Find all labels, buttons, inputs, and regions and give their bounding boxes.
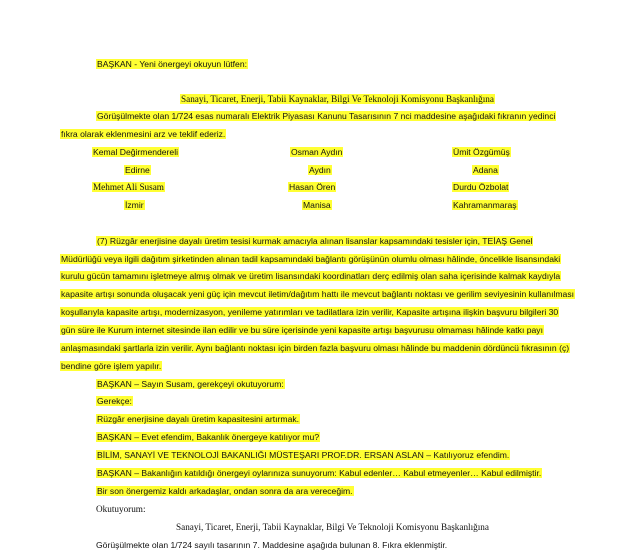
signatory-city-6-text: Kahramanmaraş bbox=[453, 200, 517, 210]
dialogue-line-4-text: BAŞKAN – Evet efendim, Bakanlık önergeye katılıyor mu? bbox=[97, 432, 320, 442]
signatory-city-5 bbox=[302, 200, 332, 211]
dialogue-line-7-text: Bir son önergemiz kaldı arkadaşlar, ondan sonra da ara vereceğim. bbox=[97, 486, 353, 496]
paragraph-line-1 bbox=[96, 236, 533, 247]
commission-title-text: Sanayi, Ticaret, Enerji, Tabii Kaynaklar, Bilgi Ve Teknoloji Komisyonu Başkanlığına bbox=[181, 94, 494, 104]
signatory-city-2 bbox=[308, 165, 332, 176]
dialogue-line-2 bbox=[96, 396, 133, 407]
signatory-name-4-text: Mehmet Ali Susam bbox=[93, 182, 164, 192]
paragraph-line-7-text: anlaşmasındaki şartlarla izin verilir. Aynı bağlantı noktası için birden fazla başvuru olması hâlinde bu maddenin dördüncü fıkrasının (ç) bbox=[61, 343, 570, 353]
signatory-name-5-text: Hasan Ören bbox=[289, 182, 336, 192]
signatory-name-1-text: Kemal Değirmendereli bbox=[93, 147, 179, 157]
paragraph-line-3-text: kurulu gücün tamamını işletmeye almış olmak ve üretim lisansındaki koordinatları derç edilmiş olan saha içerisinde kalmak kaydıyla bbox=[61, 271, 561, 281]
paragraph-line-1-text: (7) Rüzgâr enerjisine dayalı üretim tesisi kurmak amacıyla alınan lisanslar kapsamındaki tesisler için, TEİAŞ Genel bbox=[97, 236, 533, 246]
signatory-name-2 bbox=[290, 147, 343, 158]
dialogue-line-6 bbox=[96, 468, 542, 479]
signatory-name-3-text: Ümit Özgümüş bbox=[453, 147, 510, 157]
paragraph-line-6 bbox=[60, 325, 544, 336]
paragraph-line-3 bbox=[60, 271, 561, 282]
paragraph-line-7 bbox=[60, 343, 570, 354]
signatory-name-6-text: Durdu Özbolat bbox=[453, 182, 509, 192]
proposal-line-1-text: Görüşülmekte olan 1/724 esas numaralı Elektrik Piyasası Kanunu Tasarısının 7 nci maddesine aşağıdaki fıkranın yedinci bbox=[97, 111, 556, 121]
signatory-city-1 bbox=[124, 165, 151, 176]
dialogue-line-2-text: Gerekçe: bbox=[97, 396, 132, 406]
paragraph-line-4 bbox=[60, 289, 575, 300]
signatory-name-4 bbox=[92, 182, 165, 193]
signatory-city-5-text: Manisa bbox=[303, 200, 331, 210]
paragraph-line-8-text: bendine göre işlem yapılır. bbox=[61, 361, 162, 371]
chair-line-1-text: BAŞKAN - Yeni önergeyi okuyun lütfen: bbox=[97, 59, 248, 69]
signatory-city-3 bbox=[472, 165, 499, 176]
signatory-city-4-text: İzmir bbox=[125, 200, 144, 210]
paragraph-line-5-text: koşullarıyla kapasite artışı, modernizasyon, yenileme yatırımları ve tadilatlara izin verilir, Kapasite artışına ilişkin başvuru bilgileri 30 bbox=[61, 307, 559, 317]
signatory-name-6 bbox=[452, 182, 509, 193]
dialogue-line-6-text: BAŞKAN – Bakanlığın katıldığı önergeyi oylarınıza sunuyorum: Kabul edenler… Kabul etmeyenler… Kabul edilmiştir. bbox=[97, 468, 542, 478]
dialogue-line-3-text: Rüzgâr enerjisine dayalı üretim kapasitesini artırmak. bbox=[97, 414, 300, 424]
proposal-line-1 bbox=[96, 111, 556, 122]
dialogue-line-1 bbox=[96, 379, 285, 390]
dialogue-line-5-text: BİLİM, SANAYİ VE TEKNOLOJİ BAKANLIĞI MÜSTEŞARI PROF.DR. ERSAN ASLAN – Katılıyoruz efendim. bbox=[97, 450, 510, 460]
paragraph-line-5 bbox=[60, 307, 559, 318]
signatory-name-1 bbox=[92, 147, 179, 158]
chair-line-1 bbox=[96, 59, 248, 70]
signatory-name-2-text: Osman Aydın bbox=[291, 147, 343, 157]
paragraph-line-2 bbox=[60, 254, 561, 265]
commission-title-2: Sanayi, Ticaret, Enerji, Tabii Kaynaklar, Bilgi Ve Teknoloji Komisyonu Başkanlığına bbox=[176, 522, 489, 532]
dialogue-line-4 bbox=[96, 432, 320, 443]
signatory-name-5 bbox=[288, 182, 336, 193]
paragraph-line-8 bbox=[60, 361, 162, 372]
okutuyorum-line: Okutuyorum: bbox=[96, 504, 146, 514]
commission-title bbox=[180, 94, 495, 105]
signatory-name-3 bbox=[452, 147, 511, 158]
dialogue-line-7 bbox=[96, 486, 354, 497]
signatory-city-1-text: Edirne bbox=[125, 165, 150, 175]
signatory-city-3-text: Adana bbox=[473, 165, 498, 175]
dialogue-line-5 bbox=[96, 450, 510, 461]
paragraph-line-6-text: gün süre ile Kurum internet sitesinde ilan edilir ve bu süre içerisinde yeni kapasite artışı başvurusu olmaması hâlinde katkı payı bbox=[61, 325, 543, 335]
signatory-city-6 bbox=[452, 200, 518, 211]
signatory-city-4 bbox=[124, 200, 145, 211]
last-line: Görüşülmekte olan 1/724 sayılı tasarının 7. Maddesine aşağıda bulunan 8. Fıkra eklenmiştir. bbox=[96, 540, 448, 550]
dialogue-line-1-text: BAŞKAN – Sayın Susam, gerekçeyi okutuyorum: bbox=[97, 379, 284, 389]
dialogue-line-3 bbox=[96, 414, 300, 425]
proposal-line-2-text: fıkra olarak eklenmesini arz ve teklif ederiz. bbox=[61, 129, 226, 139]
paragraph-line-2-text: Müdürlüğü veya ilgili dağıtım şirketinden alınan tadil kapsamındaki bağlantı görüşünün olumlu olması hâlinde, öncelikle lisansındaki bbox=[61, 254, 561, 264]
proposal-line-2 bbox=[60, 129, 226, 140]
signatory-city-2-text: Aydın bbox=[309, 165, 331, 175]
paragraph-line-4-text: kapasite artışı sonunda oluşacak yeni güç için mevcut iletim/dağıtım hattı ile mevcut bağlantı noktası ve gerilim seviyesinin kullanılması bbox=[61, 289, 575, 299]
